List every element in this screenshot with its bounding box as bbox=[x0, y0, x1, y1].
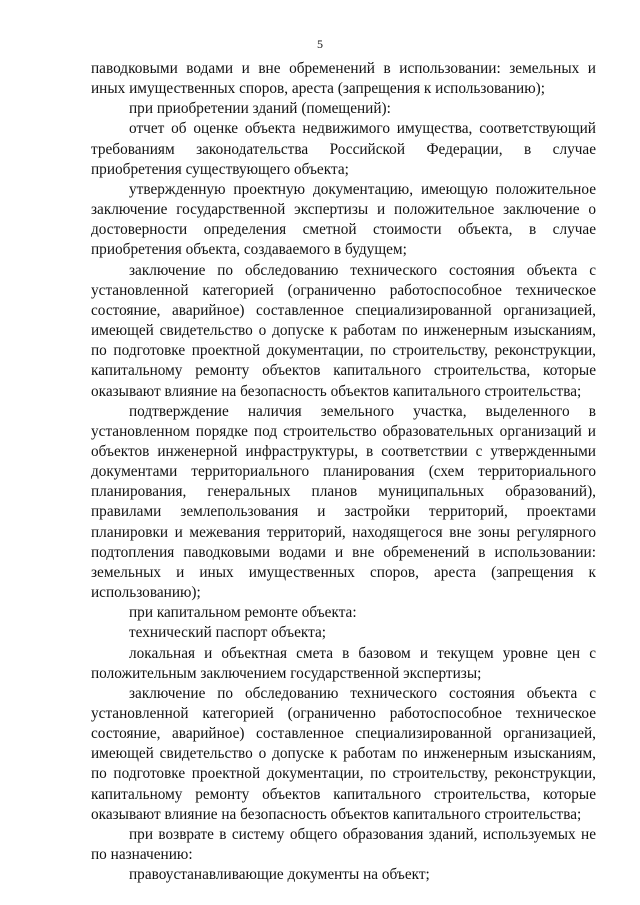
paragraph-valuation-report: отчет об оценке объекта недвижимого имущества, соответствующий требованиям законодательства Российской Федерации, в случае приобретения существующего объекта; bbox=[91, 120, 596, 178]
paragraph-project-documentation: утвержденную проектную документацию, имеющую положительное заключение государственной экспертизы и положительное заключение о достоверности определения сметной стоимости объекта, в случае приобретения объекта, создаваемого в будущем; bbox=[91, 180, 596, 259]
paragraph-title-documents: правоустанавливающие документы на объект; bbox=[129, 866, 430, 884]
paragraph-repair-heading: при капитальном ремонте объекта: bbox=[129, 604, 357, 622]
document-body bbox=[91, 59, 596, 885]
paragraph-continuation: паводковыми водами и вне обременений в использовании: земельных и иных имущественных споров, ареста (запрещения к использованию); bbox=[91, 60, 596, 98]
paragraph-purchase-heading: при приобретении зданий (помещений): bbox=[129, 100, 391, 118]
page-number: 5 bbox=[317, 37, 323, 51]
paragraph-return-heading: при возврате в систему общего образования зданий, используемых не по назначению: bbox=[91, 825, 596, 864]
paragraph-cost-estimate: локальная и объектная смета в базовом и текущем уровне цен с положительным заключением государственной экспертизы; bbox=[91, 644, 596, 682]
paragraph-technical-passport: технический паспорт объекта; bbox=[129, 624, 327, 642]
paragraph-land-plot-confirmation: подтверждение наличия земельного участка, выделенного в установленном порядке под строительство образовательных организаций и объектов инженерной инфраструктуры, в соответствии с утвержденными документами территориального планирования (схем территориального планирования, генеральных планов муниципальных образований), правилами землепользования и застройки территорий, проектами планировки и межевания территорий, находящегося вне зоны регулярного подтопления паводковыми водами и вне обременений в использовании: земельных и иных имущественных споров, ареста (запрещения к использованию); bbox=[91, 402, 596, 602]
paragraph-technical-inspection-repair: заключение по обследованию технического состояния объекта с установленной категорией (ограниченно работоспособное техническое состояние, аварийное) составленное специализированной организацией, имеющей свидетельство о допуске к работам по инженерным изысканиям, по подготовке проектной документации, по строительству, реконструкции, капитальному ремонту объектов капитального строительства, которые оказывают влияние на безопасность объектов капитального строительства; bbox=[91, 684, 596, 823]
paragraph-technical-inspection: заключение по обследованию технического состояния объекта с установленной категорией (ограниченно работоспособное техническое состояние, аварийное) составленное специализированной организацией, имеющей свидетельство о допуске к работам по инженерным изысканиям, по подготовке проектной документации, по строительству, реконструкции, капитальному ремонту объектов капитального строительства, которые оказывают влияние на безопасность объектов капитального строительства; bbox=[91, 261, 596, 400]
